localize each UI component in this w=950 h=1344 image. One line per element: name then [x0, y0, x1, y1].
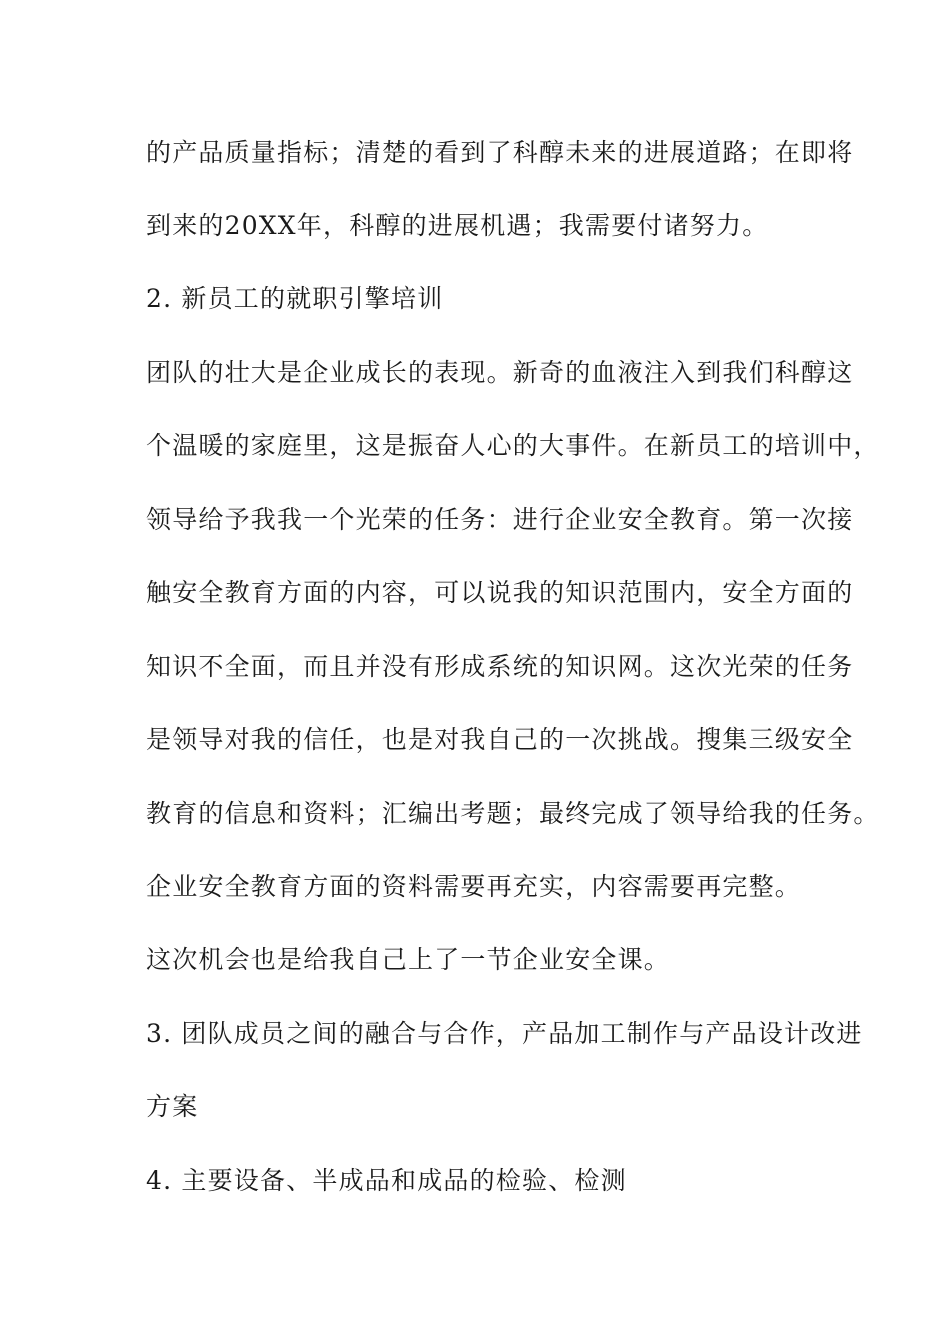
body-text-line: 企业安全教育方面的资料需要再充实，内容需要再完整。 [146, 872, 802, 901]
body-text-line: 的产品质量指标；清楚的看到了科醇未来的进展道路；在即将 [146, 138, 854, 167]
body-text-line: 教育的信息和资料；汇编出考题；最终完成了领导给我的任务。 [146, 799, 880, 828]
section-heading-3: 3. 团队成员之间的融合与合作，产品加工制作与产品设计改进 [146, 1019, 863, 1048]
section-heading-2: 2. 新员工的就职引擎培训 [146, 284, 444, 313]
body-text-line: 到来的20XX年，科醇的进展机遇；我需要付诸努力。 [146, 211, 769, 240]
body-text-line: 个温暖的家庭里，这是振奋人心的大事件。在新员工的培训中， [146, 431, 880, 460]
section-heading-3-continued: 方案 [146, 1092, 199, 1121]
body-text-line: 知识不全面，而且并没有形成系统的知识网。这次光荣的任务 [146, 652, 854, 681]
body-text-line: 这次机会也是给我自己上了一节企业安全课。 [146, 945, 671, 974]
body-text-line: 是领导对我的信任，也是对我自己的一次挑战。搜集三级安全 [146, 725, 854, 754]
body-text-line: 团队的壮大是企业成长的表现。新奇的血液注入到我们科醇这 [146, 358, 854, 387]
section-heading-4: 4. 主要设备、半成品和成品的检验、检测 [146, 1166, 627, 1195]
body-text-line: 触安全教育方面的内容，可以说我的知识范围内，安全方面的 [146, 578, 854, 607]
body-text-line: 领导给予我我一个光荣的任务：进行企业安全教育。第一次接 [146, 505, 854, 534]
